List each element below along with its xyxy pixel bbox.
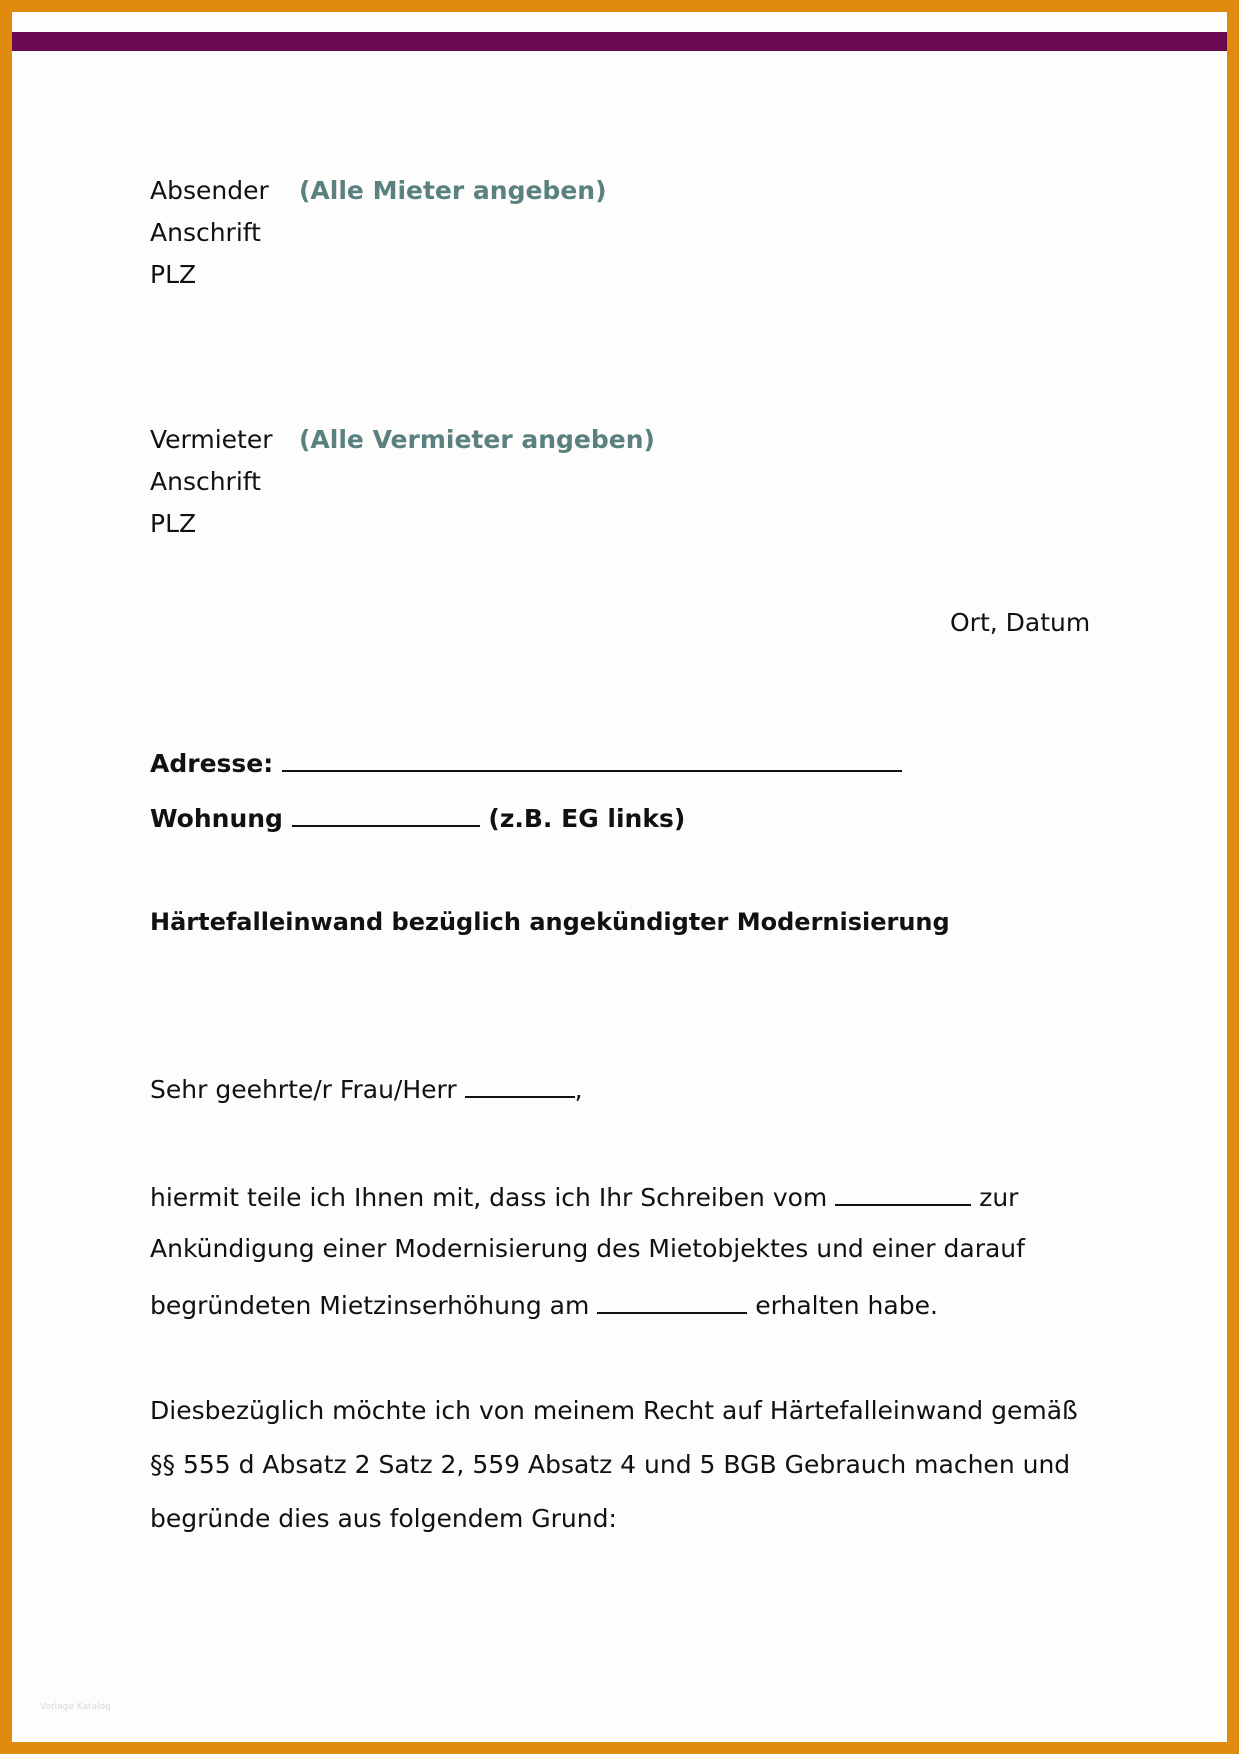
letter-date-blank — [835, 1182, 971, 1206]
paragraph1-line3 — [150, 1290, 938, 1318]
receipt-date-blank — [597, 1290, 747, 1314]
letter-page — [12, 12, 1227, 1742]
paragraph1-line1-start: hiermit teile ich Ihnen mit, dass ich Ihr Schreiben vom — [150, 1183, 828, 1212]
watermark: Vorlage Katalog — [40, 1702, 111, 1712]
landlord-hint: (Alle Vermieter angeben) — [299, 425, 655, 454]
paragraph1-line1-end: zur — [979, 1183, 1019, 1212]
apartment-example: (z.B. EG links) — [488, 804, 686, 833]
paragraph2-line1: Diesbezüglich möchte ich von meinem Recht auf Härtefalleinwand gemäß — [150, 1396, 1078, 1425]
paragraph1-line2: Ankündigung einer Modernisierung des Mietobjektes und einer darauf — [150, 1234, 1025, 1263]
accent-bar — [12, 32, 1227, 51]
landlord-label: Vermieter — [150, 425, 273, 454]
apartment-label: Wohnung — [150, 804, 283, 833]
salutation-text: Sehr geehrte/r Frau/Herr — [150, 1075, 457, 1104]
sender-address: Anschrift — [150, 218, 261, 247]
sender-zip: PLZ — [150, 260, 197, 289]
sender-label: Absender — [150, 176, 269, 205]
landlord-address: Anschrift — [150, 467, 261, 496]
paragraph1-line3-end: erhalten habe. — [755, 1291, 938, 1320]
sender-hint: (Alle Mieter angeben) — [299, 176, 607, 205]
paragraph1-line1 — [150, 1182, 1018, 1210]
subject-line: Härtefalleinwand bezüglich angekündigter Modernisierung — [150, 908, 950, 936]
salutation — [150, 1074, 583, 1102]
address-label: Adresse: — [150, 749, 274, 778]
apartment-blank — [292, 803, 480, 827]
paragraph2-line3: begründe dies aus folgendem Grund: — [150, 1504, 617, 1533]
paragraph2-line2: §§ 555 d Absatz 2 Satz 2, 559 Absatz 4 und 5 BGB Gebrauch machen und — [150, 1450, 1071, 1479]
place-date: Ort, Datum — [950, 608, 1091, 637]
apartment-line — [150, 803, 685, 831]
paragraph1-line3-start: begründeten Mietzinserhöhung am — [150, 1291, 590, 1320]
landlord-zip: PLZ — [150, 509, 197, 538]
address-blank — [282, 748, 902, 772]
salutation-blank — [465, 1074, 575, 1098]
address-line — [150, 748, 902, 776]
salutation-suffix: , — [574, 1075, 583, 1104]
